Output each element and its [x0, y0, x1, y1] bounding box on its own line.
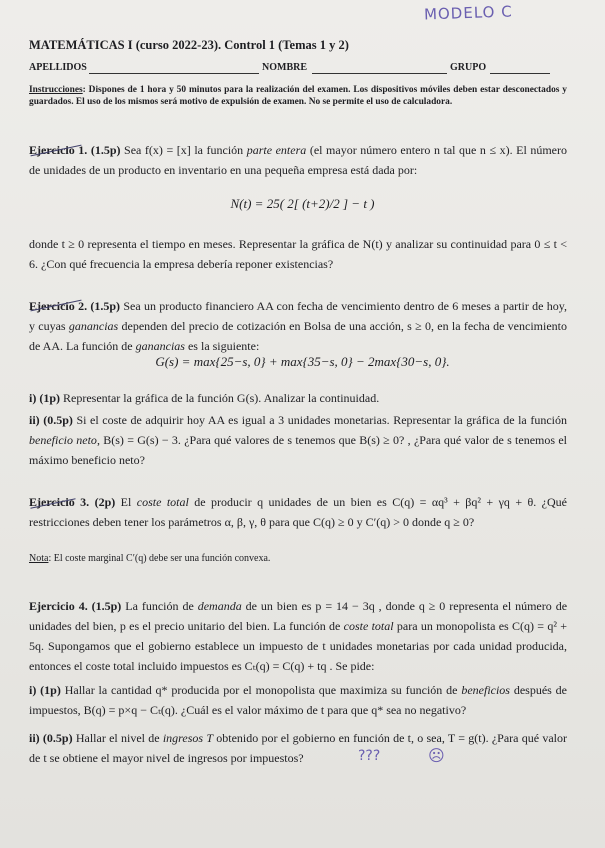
student-fields	[29, 62, 589, 76]
ex4-part-i-head: i) (1p)	[29, 683, 61, 697]
exercise-1-formula: N(t) = 25( 2[ (t+2)/2 ] − t )	[230, 196, 375, 211]
grupo-line[interactable]	[490, 73, 550, 74]
exercise-4-part-i	[29, 680, 567, 720]
exercise-4-heading: Ejercicio 4. (1.5p)	[29, 599, 122, 613]
exercise-2-heading: Ejercicio 2. (1.5p)	[29, 299, 121, 313]
exercise-1-heading: Ejercicio 1. (1.5p)	[29, 143, 121, 157]
nombre-label: NOMBRE	[262, 62, 307, 73]
ex4-part-ii-head: ii) (0.5p)	[29, 731, 73, 745]
exercise-2-part-i	[29, 388, 567, 408]
ex3-text-c: de producir q unidades de un bien es C(q) = αq³ + βq² + γq + θ. ¿Qué restricciones deben tener los parámetros α, β, γ, θ para que C(q) ≥ 0 y C′(q) > 0 donde q ≥ 0?	[29, 495, 567, 529]
ex4-text-a: La función de	[121, 599, 198, 613]
exercise-1-question: donde t ≥ 0 representa el tiempo en meses. Representar la gráfica de N(t) y analizar su continuidad para 0 ≤ t < 6. ¿Con qué frecuencia la empresa debería reponer existencias?	[29, 237, 567, 271]
exercise-3-heading: Ejercicio 3. (2p)	[29, 495, 116, 509]
instructions-text: : Dispones de 1 hora y 50 minutos para la realización del examen. Los dispositivos móviles deben estar desconectados y guardados. El uso de los mismos será motivo de expulsión de examen. No se permite el uso de calculadora.	[29, 85, 567, 107]
handwritten-sad-face-icon: ☹	[428, 746, 445, 765]
ex4-part-ii-b: ingresos T	[162, 731, 213, 745]
grupo-label: GRUPO	[450, 62, 487, 73]
handwritten-model-label: MODELO C	[423, 2, 513, 24]
handwritten-question-marks: ???	[358, 748, 381, 764]
ex2-part-ii-c: , B(s) = G(s) − 3. ¿Para qué valores de s tenemos que B(s) ≥ 0? , ¿Para qué valor de s tenemos el máximo beneficio neto?	[29, 433, 567, 467]
ex2-part-i-text: Representar la gráfica de la función G(s). Analizar la continuidad.	[60, 391, 380, 405]
ex4-part-ii-c: obtenido por el gobierno en función de t, o sea, T = g(t). ¿Para qué valor de t se obtiene el mayor nivel de ingresos por impuestos?	[29, 731, 567, 765]
nombre-line[interactable]	[312, 73, 447, 74]
note-label: Nota	[29, 553, 49, 564]
ex4-text-c: de un bien es p = 14 − 3q , donde q ≥ 0 representa el número de unidades del bien, p es el precio unitario del bien. La función de	[29, 599, 568, 633]
ex1-text-c: (el mayor número entero n tal que n ≤ x). El número de unidades de un producto en inventario en una pequeña empresa está dada por:	[29, 143, 568, 177]
exercise-2-formula: G(s) = max{25−s, 0} + max{35−s, 0} − 2max{30−s, 0}.	[155, 354, 450, 369]
ex4-text-d: coste total	[343, 619, 394, 633]
apellidos-line[interactable]	[89, 73, 259, 74]
ex2-part-ii-a: Si el coste de adquirir hoy AA es igual a 3 unidades monetarias. Representar la gráfica de la función	[72, 413, 567, 427]
ex4-text-e: para un monopolista es C(q) = q² + 5q. Supongamos que el gobierno establece un impuesto de t unidades monetarias por cada unidad producida, entonces el coste total incluido impuestos es Cₜ(q) = C(q) + tq . Se pide:	[29, 619, 567, 673]
ex1-text-b: parte entera	[246, 143, 307, 157]
ex2-part-ii-b: beneficio neto	[29, 433, 97, 447]
ex2-part-i-head: i) (1p)	[29, 391, 60, 405]
ex3-text-a: El	[115, 495, 137, 509]
exercise-3-note	[29, 553, 270, 564]
exercise-2-statement	[29, 296, 567, 356]
ex4-part-ii-a: Hallar el nivel de	[72, 731, 163, 745]
ex4-text-b: demanda	[197, 599, 242, 613]
instructions	[29, 84, 567, 108]
exercise-2-part-ii	[29, 410, 567, 470]
instructions-label: Instrucciones	[29, 85, 83, 95]
ex2-text-a: Sea un producto financiero AA con fecha de vencimiento dentro de 6 meses a partir de hoy, y cuyas	[29, 299, 567, 333]
exercise-4-part-ii	[29, 728, 567, 768]
apellidos-label: APELLIDOS	[29, 62, 87, 73]
exam-title: MATEMÁTICAS I (curso 2022-23). Control 1 (Temas 1 y 2)	[29, 38, 349, 52]
note-text: : El coste marginal C′(q) debe ser una función convexa.	[48, 553, 271, 564]
ex1-text-a: Sea f(x) = [x] la función	[120, 143, 247, 157]
ex4-part-i-c: después de impuestos, B(q) = p×q − Cₜ(q). ¿Cuál es el valor máximo de t para que q* sea no negativo?	[29, 683, 568, 717]
ex4-part-i-b: beneficios	[461, 683, 510, 697]
ex2-part-ii-head: ii) (0.5p)	[29, 413, 73, 427]
exercise-4-statement	[29, 596, 567, 676]
ex2-text-c: dependen del precio de cotización en Bolsa de una acción, s ≥ 0, en la fecha de vencimiento de AA. La función de	[29, 319, 567, 353]
ex2-text-e: es la siguiente:	[184, 339, 260, 353]
ex4-part-i-a: Hallar la cantidad q* producida por el monopolista que maximiza su función de	[60, 683, 462, 697]
exercise-1-statement	[29, 140, 567, 180]
ex2-text-d: ganancias	[135, 339, 185, 353]
ex2-text-b: ganancias	[68, 319, 119, 333]
ex3-text-b: coste total	[136, 495, 189, 509]
exercise-3-statement	[29, 492, 567, 532]
